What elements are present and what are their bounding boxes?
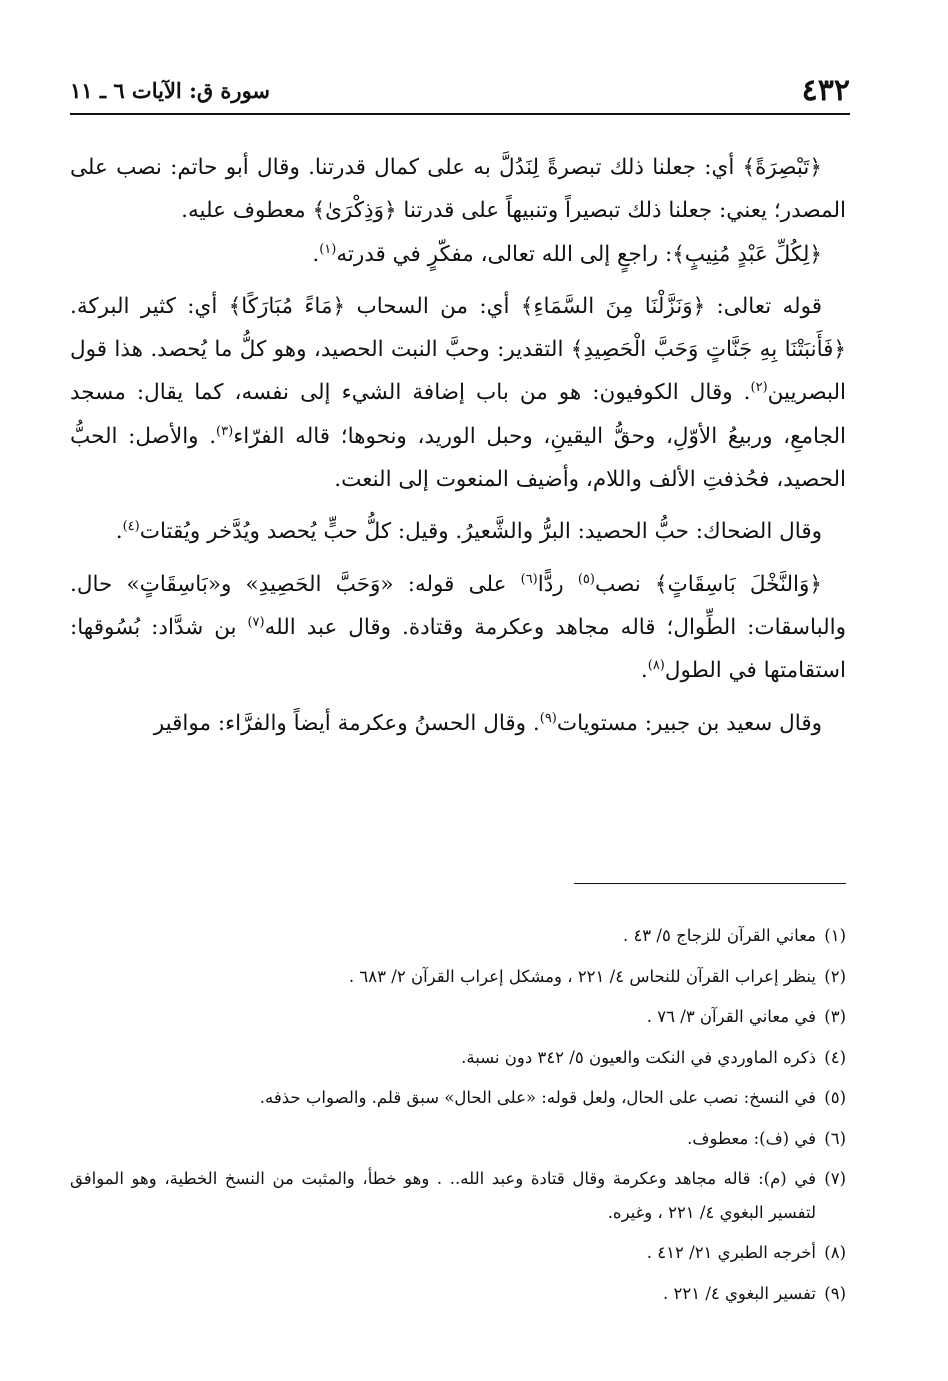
footnote-number: (٢) (824, 966, 846, 986)
footnote-number: (٦) (824, 1128, 846, 1148)
paragraph-3-mid: . وقال الكوفيون: هو من باب إضافة الشيء إلى نفسه، كما يقال: مسجد الجامعِ، وربيعُ الأوّلِ، وحقُّ اليقينِ، وحبل الوريد، ونحوها؛ قاله الفرّاء (70, 380, 846, 449)
footnote-text: ينظر إعراب القرآن للنحاس ٤/ ٢٢١ ، ومشكل إعراب القرآن ٢/ ٦٨٣ . (348, 966, 816, 986)
paragraph-2-text: ﴿لِكُلِّ عَبْدٍ مُنِيبٍ﴾: راجعٍ إلى الله تعالى، مفكّرٍ في قدرته (336, 241, 822, 267)
footnote-number: (٥) (824, 1088, 846, 1107)
paragraph-5-part-b: ردًّا (537, 571, 578, 597)
footnote-item (70, 1119, 846, 1160)
paragraph-1-text: ﴿تَبْصِرَةً﴾ أي: جعلنا ذلك تبصرةً لِنَدُلَّ به على كمال قدرتنا. وقال أبو حاتم: نصب على المصدر؛ يعني: جعلنا ذلك تبصيراً وتنبيهاً على قدرتنا ﴿وَذِكْرَىٰ﴾ معطوف عليه. (70, 155, 846, 224)
footnote-item (70, 1038, 846, 1079)
paragraph-6 (70, 702, 846, 745)
footnote-text: في (م): قاله مجاهد وعكرمة وقال قتادة وعبد الله.. . وهو خطأ، والمثبت من النسخ الخطية، وهو الموافق لتفسير البغوي ٤/ ٢٢١ ، وغيره. (70, 1169, 816, 1222)
footnote-ref-3: (٣) (216, 423, 234, 439)
footnote-separator (574, 883, 846, 884)
footnote-text: تفسير البغوي ٤/ ٢٢١ . (662, 1283, 816, 1303)
paragraph-4-text: وقال الضحاك: حبُّ الحصيد: البرُّ والشَّعيرُ. وقيل: كلُّ حبٍّ يُحصد ويُدَّخر ويُقتات (139, 519, 822, 545)
footnote-text: في النسخ: نصب على الحال، ولعل قوله: «على الحال» سبق قلم. والصواب حذفه. (259, 1088, 816, 1107)
footnote-item (70, 957, 846, 998)
footnote-text: معاني القرآن للزجاج ٥/ ٤٣ . (622, 926, 816, 945)
footnote-text: ذكره الماوردي في النكت والعيون ٥/ ٣٤٢ دون نسبة. (461, 1047, 816, 1067)
paragraph-2 (70, 233, 846, 276)
paragraph-6-end: . وقال الحسنُ وعكرمة أيضاً والفرَّاء: مواقير (153, 710, 540, 736)
footnote-number: (٨) (824, 1243, 846, 1262)
footnote-text: أخرجه الطبري ٢١/ ٤١٢ . (646, 1243, 816, 1262)
page-header (70, 68, 850, 112)
paragraph-4 (70, 510, 846, 553)
page-number: ٤٣٢ (801, 72, 850, 108)
running-title: سورة ق: الآيات ٦ ـ ١١ (70, 77, 271, 103)
paragraph-6-text: وقال سعيد بن جبير: مستويات (556, 710, 822, 736)
paragraph-5-part-d: بن شدَّاد: بُسُوقها: استقامتها في الطول (70, 614, 846, 684)
footnote-ref-2: (٢) (750, 380, 768, 396)
paragraph-3-end: . والأصل: الحبُّ الحصيد، فحُذفتِ الألف واللام، وأضيف المنعوت إلى النعت. (70, 423, 846, 493)
footnote-item (70, 1274, 846, 1315)
paragraph-5 (70, 563, 846, 693)
paragraph-2-end: . (312, 241, 320, 267)
footnote-number: (٤) (824, 1047, 846, 1067)
footnotes (70, 916, 846, 1314)
paragraph-3-text: قوله تعالى: ﴿وَنَزَّلْنَا مِنَ السَّمَاءِ﴾ أي: من السحاب ﴿مَاءً مُبَارَكًا﴾ أي: كثير البركة. ﴿فَأَنبَتْنَا بِهِ جَنَّاتٍ وَحَبَّ الْحَصِيدِ﴾ التقدير: وحبَّ النبت الحصيد، وهو كلُّ ما يُحصد. هذا قول البصريين (70, 293, 846, 406)
footnote-item (70, 1159, 846, 1233)
footnote-text: في معاني القرآن ٣/ ٧٦ . (646, 1007, 816, 1026)
footnote-ref-7: (٧) (247, 614, 265, 630)
footnote-ref-4: (٤) (122, 519, 140, 535)
footnote-ref-6: (٦) (520, 571, 538, 587)
footnote-number: (٣) (824, 1007, 846, 1026)
paragraph-3 (70, 285, 846, 501)
main-text (70, 146, 846, 745)
footnote-ref-1: (١) (319, 241, 337, 257)
header-rule (70, 113, 850, 115)
footnote-ref-9: (٩) (539, 710, 557, 726)
paragraph-5-text: ﴿وَالنَّخْلَ بَاسِقَاتٍ﴾ نصب (594, 571, 822, 597)
footnote-item (70, 916, 846, 957)
footnote-text: في (ف): معطوف. (687, 1128, 816, 1148)
paragraph-1 (70, 146, 846, 233)
footnote-item (70, 1078, 846, 1119)
footnote-number: (٧) (824, 1169, 846, 1188)
footnote-item (70, 1233, 846, 1274)
footnote-ref-8: (٨) (647, 658, 665, 674)
footnote-ref-5: (٥) (577, 571, 595, 587)
paragraph-4-end: . (115, 519, 123, 545)
paragraph-5-end: . (640, 658, 648, 684)
paragraph-5-part-c: على قوله: «وَحَبَّ الحَصِيدِ» و«بَاسِقَاتٍ» حال. والباسقات: الطِّوال؛ قاله مجاهد وعكرمة وقتادة. وقال عبد الله (70, 571, 846, 640)
footnote-number: (١) (824, 926, 846, 945)
footnote-item (70, 997, 846, 1038)
footnote-number: (٩) (824, 1283, 846, 1303)
